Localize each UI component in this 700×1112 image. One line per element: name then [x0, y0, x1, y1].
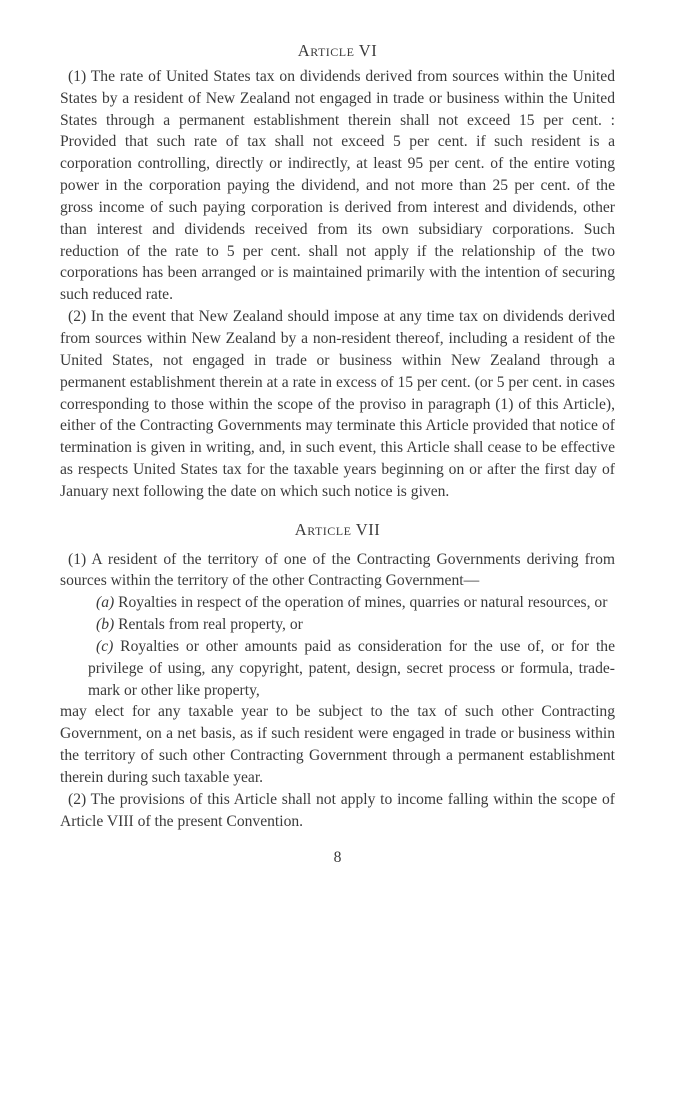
- document-page: [60, 40, 615, 868]
- article-vii-item-b: [88, 614, 615, 636]
- article-vii-continuation: may elect for any taxable year to be subject to the tax of such other Contracting Government, on a net basis, as if such resident were engaged in trade or business within the territory of such other Contracting Government through a permanent establishment therein during such taxable year.: [60, 703, 615, 786]
- article-vi-heading: Article VI: [297, 41, 378, 60]
- item-text: Rentals from real property, or: [114, 616, 303, 634]
- item-letter: (a): [96, 594, 115, 612]
- item-letter: (b): [96, 616, 115, 634]
- article-vii-item-a: [88, 592, 615, 614]
- article-vi-paragraph-2: (2) In the event that New Zealand should impose at any time tax on dividends derived from sources within New Zealand by a non-resident thereof, including a resident of the United States, not engaged in trade or business within New Zealand through a permanent establishment therein at a rate in excess of 15 per cent. (or 5 per cent. in cases corresponding to those within the scope of the proviso in paragraph (1) of this Article), either of the Contracting Governments may terminate this Article provided that notice of termination is given in writing, and, in such event, this Article shall cease to be effective as respects United States tax for the taxable years beginning on or after the first day of January next following the date on which such notice is given.: [60, 308, 615, 500]
- item-letter: (c): [96, 637, 114, 655]
- item-text: Royalties or other amounts paid as consideration for the use of, or for the privilege of using, any copyright, patent, design, secret process or formula, trade-mark or other like property,: [88, 637, 615, 699]
- article-vii-paragraph-1: (1) A resident of the territory of one of the Contracting Governments deriving from sources within the territory of the other Contracting Government—: [60, 550, 615, 590]
- article-vii-paragraph-2: (2) The provisions of this Article shall not apply to income falling within the scope of Article VIII of the present Convention.: [60, 790, 615, 830]
- article-vii-heading: Article VII: [294, 519, 381, 539]
- page-number: 8: [333, 848, 342, 866]
- item-text: Royalties in respect of the operation of mines, quarries or natural resources, or: [114, 594, 608, 612]
- article-vi-paragraph-1: (1) The rate of United States tax on dividends derived from sources within the United States by a resident of New Zealand not engaged in trade or business within the United States through a permanent establishment therein shall not exceed 15 per cent. : Provided that such rate of tax shall not exceed 5 per cent. if such resident is a corporation controlling, directly or indirectly, at least 95 per cent. of the entire voting power in the corporation paying the dividend, and not more than 25 per cent. of the gross income of such paying corporation is derived from interest and dividends, other than interest and dividends received from its own subsidiary corporations. Such reduction of the rate to 5 per cent. shall not apply if the relationship of the two corporations has been arranged or is maintained primarily with the intention of securing such reduced rate.: [60, 67, 615, 304]
- article-vii-item-c: [88, 636, 615, 702]
